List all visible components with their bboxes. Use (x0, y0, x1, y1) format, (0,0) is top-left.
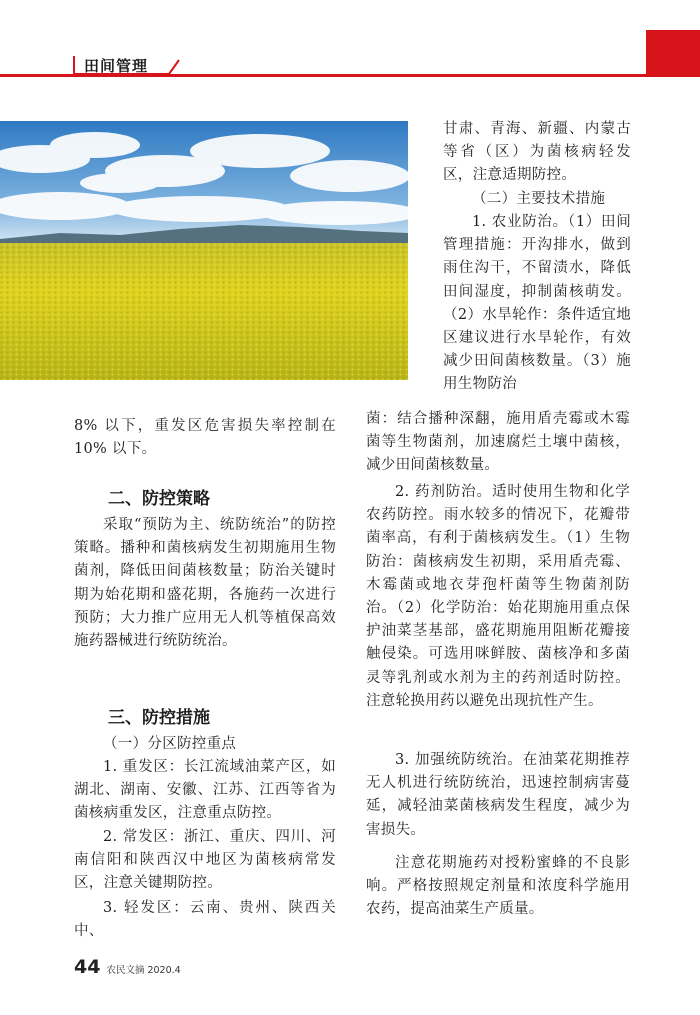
paragraph-loss-rate: 8% 以下，重发区危害损失率控制在 10% 以下。 (74, 418, 336, 458)
paragraph-zone-common: 2. 常发区：浙江、重庆、四川、河南信阳和陕西汉中地区为菌核病常发区，注意关键期防控。 (74, 829, 336, 892)
paragraph-agricultural-control: 1. 农业防治。（1）田间管理措施：开沟排水，做到雨住沟干，不留渍水，降低田间湿度，抑制菌核萌发。（2）水旱轮作：条件适宜地区建议进行水旱轮作，有效减少田间菌核数量。（3）施用生物防治 (443, 214, 631, 393)
page-number: 44 (74, 956, 101, 978)
header-red-block (646, 30, 700, 76)
heading-measures: 三、防控措施 (108, 708, 210, 728)
subheading-zones: （一）分区防控重点 (103, 736, 237, 752)
magazine-issue: 农民文摘 2020.4 (106, 965, 181, 976)
paragraph-zone-light-cont: 甘肃、青海、新疆、内蒙古等省（区）为菌核病轻发区，注意适期防控。 (443, 121, 631, 184)
paragraph-biocontrol-agent: 菌：结合播种深翻，施用盾壳霉或木霉菌等生物菌剂，加速腐烂土壤中菌核，减少田间菌核数量。 (366, 411, 630, 474)
paragraph-zone-light: 3. 轻发区：云南、贵州、陕西关中、 (74, 900, 336, 940)
paragraph-zone-heavy: 1. 重发区：长江流域油菜产区，如湖北、湖南、安徽、江苏、江西等省为菌核病重发区，注意重点防控。 (74, 759, 336, 822)
heading-strategy: 二、防控策略 (108, 489, 210, 509)
paragraph-uav-control: 3. 加强统防统治。在油菜花期推荐无人机进行统防统治，迅速控制病害蔓延，减轻油菜菌核病发生程度，减少为害损失。 (366, 752, 630, 838)
paragraph-strategy: 采取“预防为主、统防统治”的防控策略。播种和菌核病发生初期施用生物菌剂，降低田间菌核数量；防治关键时期为始花期和盛花期，各施药一次进行预防；大力推广应用无人机等植保高效施药器械进行统防统治。 (74, 517, 336, 650)
paragraph-bee-note: 注意花期施药对授粉蜜蜂的不良影响。严格按照规定剂量和浓度科学施用农药，提高油菜生产质量。 (366, 855, 630, 918)
page-footer (74, 956, 181, 978)
rapeseed-field-photo (0, 121, 408, 380)
section-title: 田间管理 (84, 57, 149, 75)
subheading-techniques: （二）主要技术措施 (472, 191, 606, 207)
paragraph-chemical-control: 2. 药剂防治。适时使用生物和化学农药防控。雨水较多的情况下，花瓣带菌率高，有利于菌核病发生。（1）生物防治：菌核病发生初期，采用盾壳霉、木霉菌或地衣芽孢杆菌等生物菌剂防治。（2）化学防治：始花期施用重点保护油菜茎基部，盛花期施用阻断花瓣接触侵染。可选用咪鲜胺、菌核净和多菌灵等乳剂或水剂为主的药剂适时防控。注意轮换用药以避免出现抗性产生。 (366, 484, 630, 709)
